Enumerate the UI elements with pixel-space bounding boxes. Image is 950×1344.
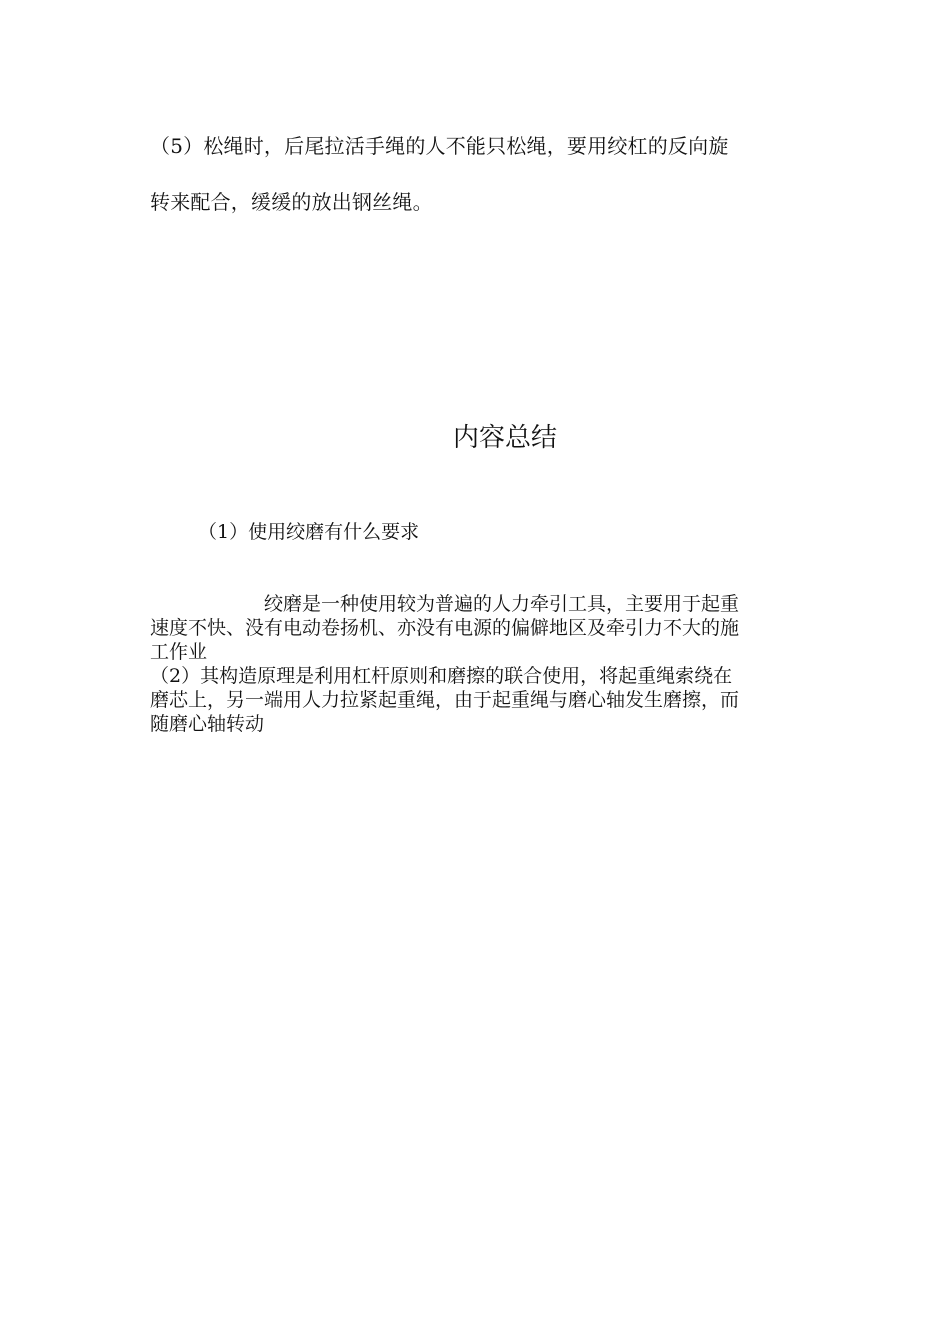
answer-line-4: （2）其构造原理是利用杠杆原则和磨擦的联合使用，将起重绳索绕在 bbox=[150, 665, 733, 687]
paragraph-5-line-2: 转来配合，缓缓的放出钢丝绳。 bbox=[150, 190, 433, 214]
paragraph-5 bbox=[150, 118, 810, 230]
question-1: （1）使用绞磨有什么要求 bbox=[198, 521, 420, 543]
paragraph-5-line-1: （5）松绳时，后尾拉活手绳的人不能只松绳，要用绞杠的反向旋 bbox=[150, 134, 729, 158]
answer-line-1: 绞磨是一种使用较为普遍的人力牵引工具，主要用于起重 bbox=[264, 593, 740, 615]
answer-line-6: 随磨心轴转动 bbox=[150, 713, 265, 735]
summary-title: 内容总结 bbox=[452, 423, 557, 453]
answer-line-5: 磨芯上，另一端用人力拉紧起重绳，由于起重绳与磨心轴发生磨擦，而 bbox=[150, 689, 740, 711]
answer-paragraph bbox=[150, 592, 800, 736]
answer-line-2: 速度不快、没有电动卷扬机、亦没有电源的偏僻地区及牵引力不大的施 bbox=[150, 617, 740, 639]
answer-line-3: 工作业 bbox=[150, 641, 208, 663]
